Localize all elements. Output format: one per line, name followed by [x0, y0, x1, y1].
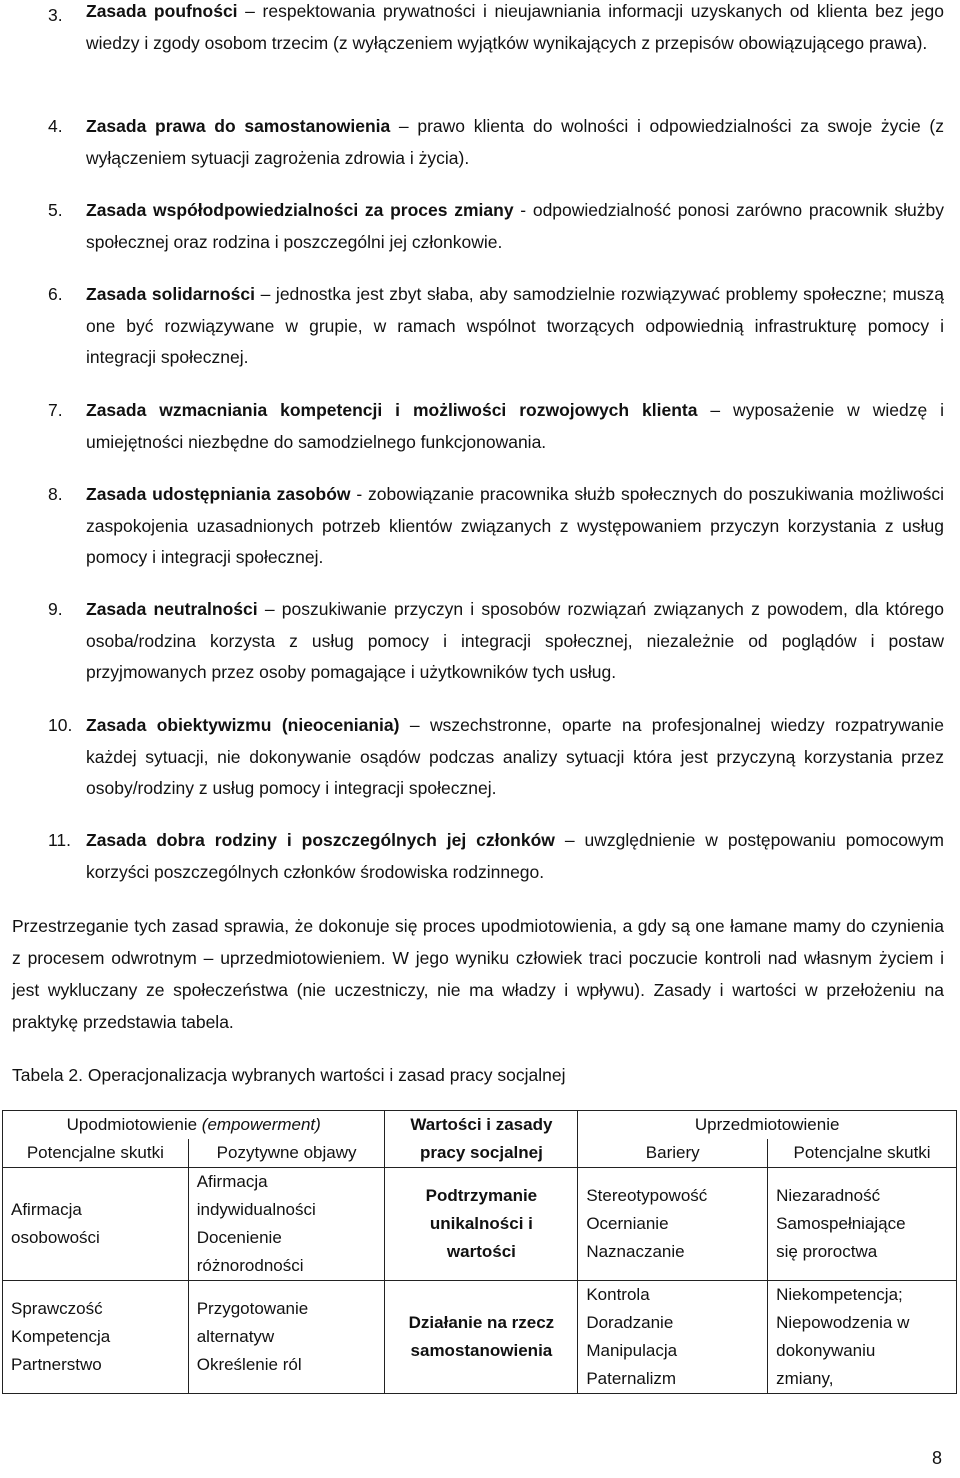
principle-number: 3. [48, 5, 63, 25]
header-effects-left: Potencjalne skutki [3, 1139, 189, 1168]
table-row [3, 1281, 957, 1394]
principle-number: 4. [48, 116, 63, 136]
principle-text [86, 825, 944, 888]
principle-title: Zasada udostępniania zasobów [86, 484, 351, 504]
principle-number: 9. [48, 599, 63, 619]
cell-effects-right [768, 1281, 957, 1394]
cell-line: Manipulacja [586, 1341, 678, 1360]
principle-number: 10. [48, 715, 73, 735]
principle-number: 11. [48, 830, 72, 850]
principle-title: Zasada solidarności [86, 284, 255, 304]
principle-number: 7. [48, 400, 63, 420]
principle-title: Zasada poufności [86, 1, 238, 21]
cell-line: Niekompetencja; [776, 1285, 903, 1304]
cell-positive-signs [188, 1281, 385, 1394]
cell-line: Niezaradność [776, 1186, 881, 1205]
principle-number: 6. [48, 284, 63, 304]
table-caption: Tabela 2. Operacjonalizacja wybranych wartości i zasad pracy socjalnej [12, 1065, 566, 1085]
principle-description: – wyposażenie w wiedzę i umiejętności niezbędne do samodzielnego funkcjonowania. [86, 400, 945, 452]
cell-line: osobowości [11, 1228, 100, 1247]
cell-line: Afirmacja [196, 1172, 268, 1191]
cell-line: Kompetencja [11, 1327, 111, 1346]
cell-line: Kontrola [586, 1285, 650, 1304]
summary-paragraph: Przestrzeganie tych zasad sprawia, że dokonuje się proces upodmiotowienia, a gdy są one łamane mamy do czynienia z procesem odwrotnym – uprzedmiotowieniem. W jego wyniku człowiek traci poczucie kontroli nad własnym życiem i jest wykluczany ze społeczeństwa (nie uczestniczy, nie ma władzy i wpływu). Zasady i wartości w przełożeniu na praktykę przedstawia tabela. [12, 916, 944, 1032]
cell-line: Docenienie [196, 1228, 282, 1247]
principle-text [86, 279, 944, 374]
principle-text [86, 594, 944, 689]
principle-description: - zobowiązanie pracownika służb społecznych do poszukiwania możliwości zaspokojenia uzasadnionych potrzeb klientów związanych z występowaniem przyczyn korzystania z usług pomocy i integracji społecznej. [86, 484, 944, 567]
principle-description: – uwzględnienie w postępowaniu pomocowym korzyści poszczególnych członków środowiska rodzinnego. [86, 830, 945, 882]
page-number: 8 [931, 1448, 942, 1468]
principle-title: Zasada prawa do samostanowienia [86, 116, 391, 136]
cell-line: różnorodności [196, 1256, 304, 1275]
principle-description: – jednostka jest zbyt słaba, aby samodzielnie rozwiązywać problemy społeczne; muszą one być rozwiązywane w grupie, w ramach wspólnot tworzących odpowiednią infrastrukturę pomocy i integracji społecznej. [86, 284, 944, 367]
cell-line: Stereotypowość [586, 1186, 708, 1205]
cell-line: Przygotowanie [196, 1299, 309, 1318]
cell-effects-left [3, 1281, 189, 1394]
header-objectification: Uprzedmiotowienie [578, 1111, 957, 1140]
principle-text [86, 395, 944, 458]
principle-text [86, 710, 944, 805]
cell-positive-signs [188, 1168, 385, 1281]
cell-line: Afirmacja [11, 1200, 82, 1219]
principle-title: Zasada wzmacniania kompetencji i możliwości rozwojowych klienta [86, 400, 698, 420]
cell-effects-left [3, 1168, 189, 1281]
header-effects-right: Potencjalne skutki [768, 1139, 957, 1168]
principle-title: Zasada neutralności [86, 599, 258, 619]
principle-text [86, 111, 944, 174]
principle-description: – poszukiwanie przyczyn i sposobów rozwiązań związanych z powodem, dla którego osoba/rodzina korzysta z usług pomocy i integracji społecznej, niezależnie od poglądów i postaw przyjmowanych przez osoby pomagające i użytkowników tych usług. [86, 599, 944, 682]
cell-barriers [578, 1168, 768, 1281]
cell-line: się proroctwa [776, 1242, 878, 1261]
header-empowerment [3, 1111, 385, 1140]
cell-line: Samospełniające [776, 1214, 906, 1233]
principle-description: – wszechstronne, oparte na profesjonalnej wiedzy rozpatrywanie każdej sytuacji, nie dokonywanie osądów podczas analizy sytuacji która jest przyczyną korzystania przez osoby/rodziny z usług pomocy i integracji społecznej. [86, 715, 944, 798]
header-barriers: Bariery [578, 1139, 768, 1168]
cell-line: dokonywaniu [776, 1341, 876, 1360]
principle-description: – prawo klienta do wolności i odpowiedzialności za swoje życie (z wyłączeniem sytuacji zagrożenia zdrowia i życia). [86, 116, 945, 168]
table-header-row-1 [3, 1111, 957, 1140]
principle-text [86, 479, 944, 574]
cell-line: Niepowodzenia w [776, 1313, 910, 1332]
principle-number: 5. [48, 200, 63, 220]
table-row [3, 1168, 957, 1281]
empowerment-english: (empowerment) [201, 1115, 321, 1134]
principle-text [86, 195, 944, 258]
empowerment-label: Upodmiotowienie [66, 1115, 198, 1134]
cell-value: Podtrzymanie unikalności i wartości [385, 1168, 578, 1281]
cell-line: Doradzanie [586, 1313, 674, 1332]
principle-title: Zasada dobra rodziny i poszczególnych jej członków [86, 830, 555, 850]
cell-line: zmiany, [776, 1369, 834, 1388]
cell-line: Partnerstwo [11, 1355, 102, 1374]
principle-number: 8. [48, 484, 63, 504]
cell-line: Określenie ról [196, 1355, 302, 1374]
cell-barriers [578, 1281, 768, 1394]
cell-line: Naznaczanie [586, 1242, 685, 1261]
cell-effects-right [768, 1168, 957, 1281]
header-values: Wartości i zasady pracy socjalnej [385, 1111, 578, 1168]
cell-line: Ocernianie [586, 1214, 669, 1233]
cell-line: indywidualności [196, 1200, 316, 1219]
principle-title: Zasada współodpowiedzialności za proces zmiany [86, 200, 514, 220]
cell-line: Sprawczość [11, 1299, 103, 1318]
cell-line: Paternalizm [586, 1369, 677, 1388]
operationalization-table [2, 1110, 957, 1394]
principle-title: Zasada obiektywizmu (nieoceniania) [86, 715, 400, 735]
principle-text [86, 0, 944, 59]
cell-value: Działanie na rzecz samostanowienia [385, 1281, 578, 1394]
principle-description: - odpowiedzialność ponosi zarówno pracownik służby społecznej oraz rodzina i poszczególni jej członkowie. [86, 200, 944, 252]
principle-description: – respektowania prywatności i nieujawniania informacji uzyskanych od klienta bez jego wiedzy i zgody osobom trzecim (z wyłączeniem wyjątków wynikających z przepisów obowiązującego prawa). [86, 1, 944, 53]
header-positive-signs: Pozytywne objawy [188, 1139, 385, 1168]
cell-line: alternatyw [196, 1327, 275, 1346]
